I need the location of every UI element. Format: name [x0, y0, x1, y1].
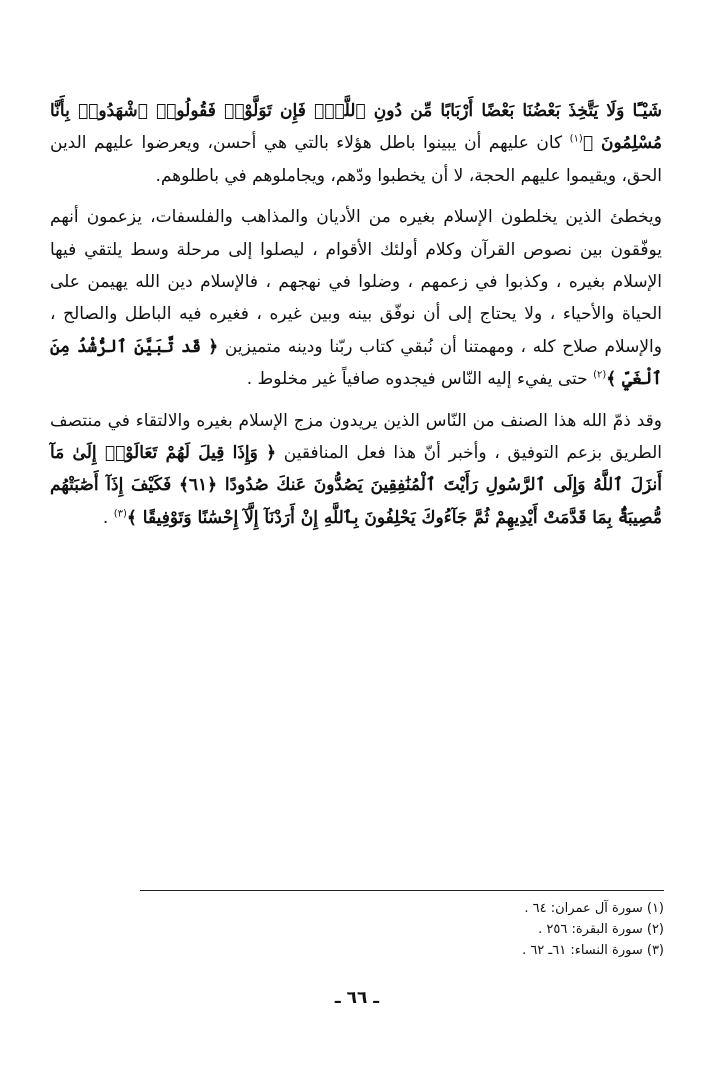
footnote-marker: (١): [569, 133, 583, 145]
paragraph-3: [50, 405, 662, 535]
footnotes: [140, 898, 664, 961]
footnote: (٣) سورة النساء: ٦١ـ ٦٢ .: [522, 943, 664, 958]
page-number: ـ ٦٦ ـ: [334, 988, 380, 1008]
paragraph-text: ويخطئ الذين يخلطون الإسلام بغيره من الأديان والمذاهب والفلسفات، يزعمون أنهم يوفّقون بين نصوص القرآن وكلام أولئك الأقوام ، ليصلوا إلى مرحلة وسط يلتقي فيها الإسلام بغيره ، وكذبوا في زعمهم ، وضلوا في نهجهم ، فالإسلام دين الله يهيمن على الحياة والأحياء ، ولا يحتاج إلى أن نوفّق بينه وبين غيره ، فغيره فيه الباطل والصالح ، والإسلام صلاح كله ، ومهمتنا أن نُبقي كتاب ربّنا ودينه متميزين: [50, 207, 662, 357]
quran-verse: شَيْـًٔا وَلَا يَتَّخِذَ بَعْضُنَا بَعْضًا أَرْبَابًا مِّن دُونِ ٱللَّهِۚ فَإِن تَوَلَّوْا۟ فَقُولُوا۟ ٱشْهَدُوا۟ بِأَنَّا مُسْلِمُونَ ﴾: [50, 101, 663, 154]
footnote-divider: [140, 890, 664, 891]
paragraph-1: [50, 95, 662, 192]
main-text: [50, 95, 662, 534]
paragraph-text: كان عليهم أن يبينوا باطل هؤلاء بالتي هي أحسن، ويعرضوا عليهم الدين الحق، ويقيموا عليهم الحجة، لا أن يخطبوا ودّهم، ويجاملوهم في باطلوهم.: [50, 133, 662, 186]
paragraph-text: وقد ذمّ الله هذا الصنف من النّاس الذين يريدون مزج الإسلام بغيره والالتقاء في منتصف الطريق بزعم التوفيق ، وأخبر أنّ هذا فعل المنافقين: [50, 410, 663, 464]
paragraph-text: .: [102, 507, 109, 528]
footnote: (٢) سورة البقرة: ٢٥٦ .: [538, 922, 664, 937]
quran-verse: ﴿ قَد تَّبَيَّنَ ٱلرُّشْدُ مِنَ ٱلْغَيِّ ﴾: [50, 336, 662, 390]
paragraph-text: حتى يفيء إليه النّاس فيجدوه صافياً غير مخلوط .: [246, 369, 588, 390]
quran-verse: ﴿ وَإِذَا قِيلَ لَهُمْ تَعَالَوْا۟ إِلَىٰ مَآ أَنزَلَ ٱللَّهُ وَإِلَى ٱلرَّسُولِ رَأَيْتَ ٱلْمُنَٰفِقِينَ يَصُدُّونَ عَنكَ صُدُودًا ﴿٦١﴾ فَكَيْفَ إِذَآ أَصَٰبَتْهُم مُّصِيبَةٌۢ بِمَا قَدَّمَتْ أَيْدِيهِمْ ثُمَّ جَآءُوكَ يَحْلِفُونَ بِٱللَّهِ إِنْ أَرَدْنَآ إِلَّآ إِحْسَٰنًا وَتَوْفِيقًا ﴾: [50, 443, 662, 528]
footnote-marker: (٣): [113, 508, 127, 520]
paragraph-2: [50, 201, 662, 395]
footnote: (١) سورة آل عمران: ٦٤ .: [524, 901, 664, 916]
footnote-marker: (٢): [593, 369, 607, 381]
